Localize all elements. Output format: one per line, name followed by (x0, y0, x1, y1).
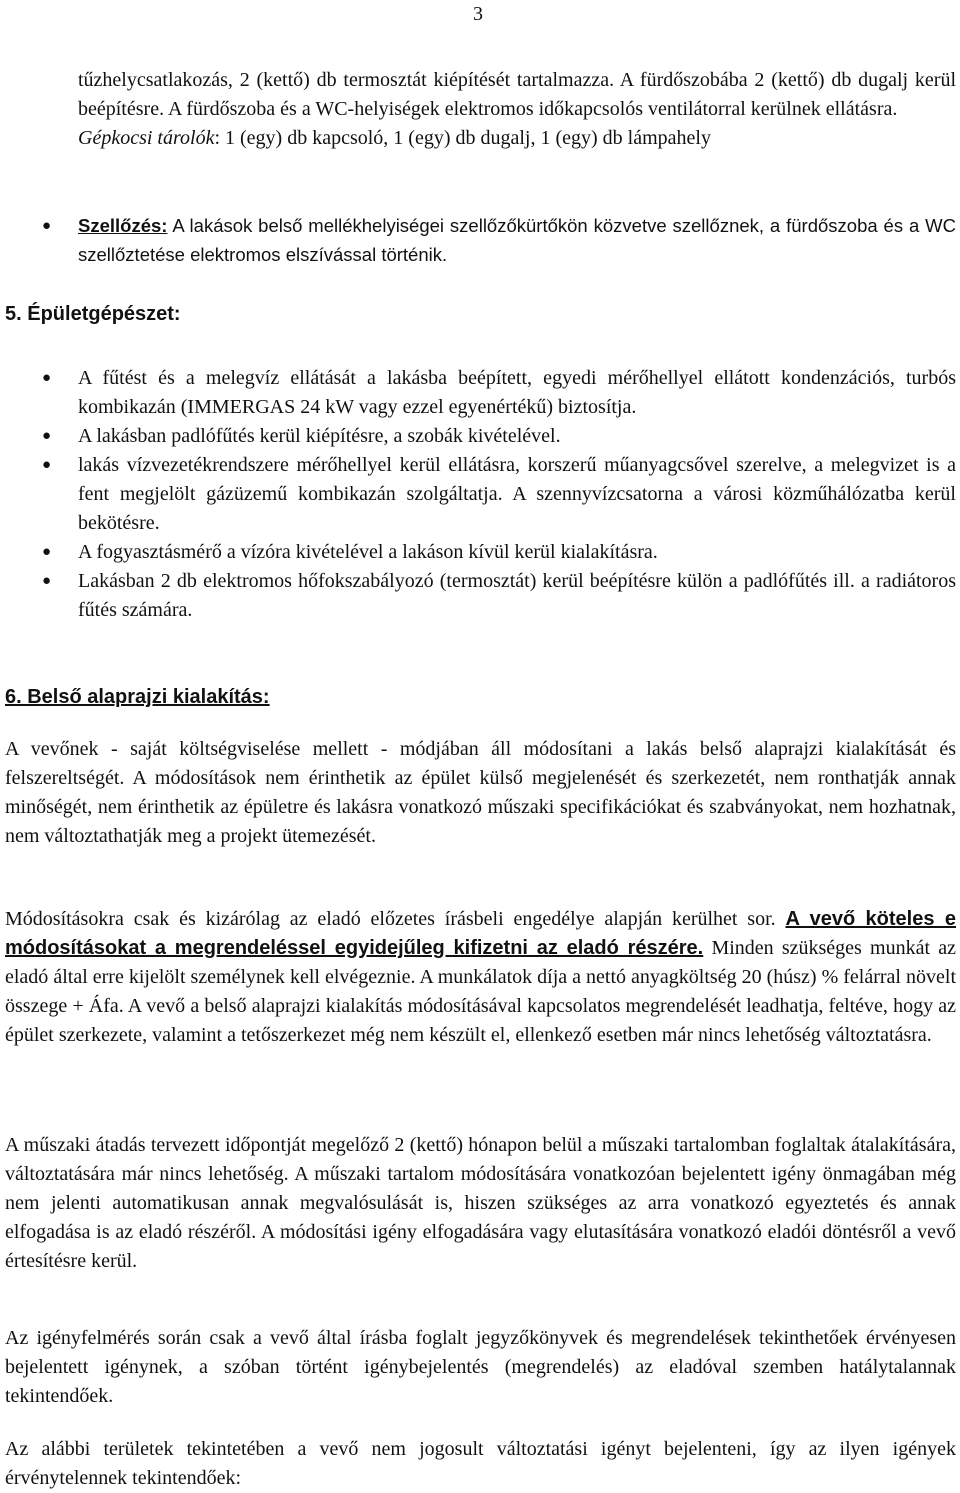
p2-bold: A vevő köteles e módosításokat a megrendeléssel egyidejűleg kifizetni az eladó részére. (5, 908, 956, 959)
list-item (42, 538, 956, 567)
page-number: 3 (473, 3, 483, 25)
list-item-text: Lakásban 2 db elektromos hőfokszabályozó (termosztát) kerül beépítésre külön a padlófűtés ill. a radiátoros fűtés számára. (78, 570, 956, 621)
intro-text: tűzhelycsatlakozás, 2 (kettő) db termosztát kiépítését tartalmazza. A fürdőszobába 2 (kettő) db dugalj kerül beépítésre. A fürdőszoba és a WC-helyiségek elektromos időkapcsolós ventilátorral kerülnek ellátásra. (78, 69, 956, 120)
list-item (42, 451, 956, 538)
list-item-text: lakás vízvezetékrendszere mérőhellyel kerül ellátásra, korszerű műanyagcsővel szerelve, a melegvizet is a fent megjelölt gázüzemű kombikazán szolgáltatja. A szennyvízcsatorna a városi közműhálózatba kerül bekötésre. (78, 454, 956, 534)
garage-label: Gépkocsi tárolók (78, 127, 215, 149)
section6-paragraph-1: A vevőnek - saját költségviselése mellett - módjában áll módosítani a lakás belső alaprajzi kialakítását és felszereltségét. A módosítások nem érinthetik az épület külső megjelenését és szerkezetét, nem ronthatják annak minőségét, nem érinthetik az épületre és lakásra vonatkozó műszaki specifikációkat és szabványokat, nem hozhatnak, nem változtathatják meg a projekt ütemezését. (5, 738, 956, 847)
section5-list (42, 364, 956, 625)
section6-paragraph-2 (5, 905, 956, 1050)
bullet-icon: ● (42, 370, 52, 386)
section6-heading: 6. Belső alaprajzi kialakítás: (5, 686, 270, 708)
section6-paragraph-5: Az alábbi területek tekintetében a vevő nem jogosult változtatási igényt bejelenteni, így az ilyen igények érvénytelennek tekintendőek: (5, 1438, 956, 1489)
bullet-icon: ● (42, 217, 52, 234)
section6-paragraph-3: A műszaki átadás tervezett időpontját megelőző 2 (kettő) hónapon belül a műszaki tartalomban foglaltak átalakítására, változtatására már nincs lehetőség. A műszaki tartalom módosítására vonatkozóan bejelentett igény önmagában még nem jelenti automatikusan annak megvalósulását is, hiszen szükséges az arra vonatkozó egyeztetés és annak elfogadása is az eladó részéről. A módosítási igény elfogadására vagy elutasítására vonatkozó eladói döntésről a vevő értesítésre kerül. (5, 1134, 956, 1272)
p2-start: Módosításokra csak és kizárólag az eladó előzetes írásbeli engedélye alapján kerülhet sor. (5, 908, 786, 930)
list-item-text: A lakásban padlófűtés kerül kiépítésre, a szobák kivételével. (78, 425, 561, 447)
bullet-icon: ● (42, 573, 52, 589)
bullet-icon: ● (42, 544, 52, 560)
intro-paragraph (78, 66, 956, 153)
list-item (42, 364, 956, 422)
list-item (42, 567, 956, 625)
bullet-icon: ● (42, 428, 52, 444)
bullet-icon: ● (42, 457, 52, 473)
ventilation-text: A lakások belső mellékhelyiségei szellőzőkürtőkön közvetve szellőznek, a fürdőszoba és a WC szellőztetése elektromos elszívással történik. (78, 215, 956, 265)
section5-heading: 5. Épületgépészet: (5, 303, 181, 325)
list-item (42, 422, 956, 451)
ventilation-label: Szellőzés: (78, 215, 168, 236)
list-item-text: A fűtést és a melegvíz ellátását a lakásba beépített, egyedi mérőhellyel ellátott kondenzációs, turbós kombikazán (IMMERGAS 24 kW vagy ezzel egyenértékű) biztosítja. (78, 367, 956, 418)
list-item-text: A fogyasztásmérő a vízóra kivételével a lakáson kívül kerül kialakításra. (78, 541, 658, 563)
ventilation-item (42, 211, 956, 269)
garage-text: : 1 (egy) db kapcsoló, 1 (egy) db dugalj, 1 (egy) db lámpahely (214, 127, 711, 149)
section6-paragraph-4: Az igényfelmérés során csak a vevő által írásba foglalt jegyzőkönyvek és megrendelések tekinthetőek érvényesen bejelentett igénynek, a szóban történt igénybejelentés (megrendelés) az eladóval szemben hatálytalannak tekintendőek. (5, 1327, 956, 1407)
p2-rest: Minden szükséges munkát az eladó által erre kijelölt személynek kell elvégeznie. A munkálatok díja a nettó anyagköltség 20 (húsz) % felárral növelt összege + Áfa. A vevő a belső alaprajzi kialakítás módosításával kapcsolatos megrendelését leadhatja, feltéve, hogy az épület szerkezete, valamint a tetőszerkezet még nem készült el, ellenkező esetben már nincs lehetőség változtatásra. (5, 937, 956, 1046)
